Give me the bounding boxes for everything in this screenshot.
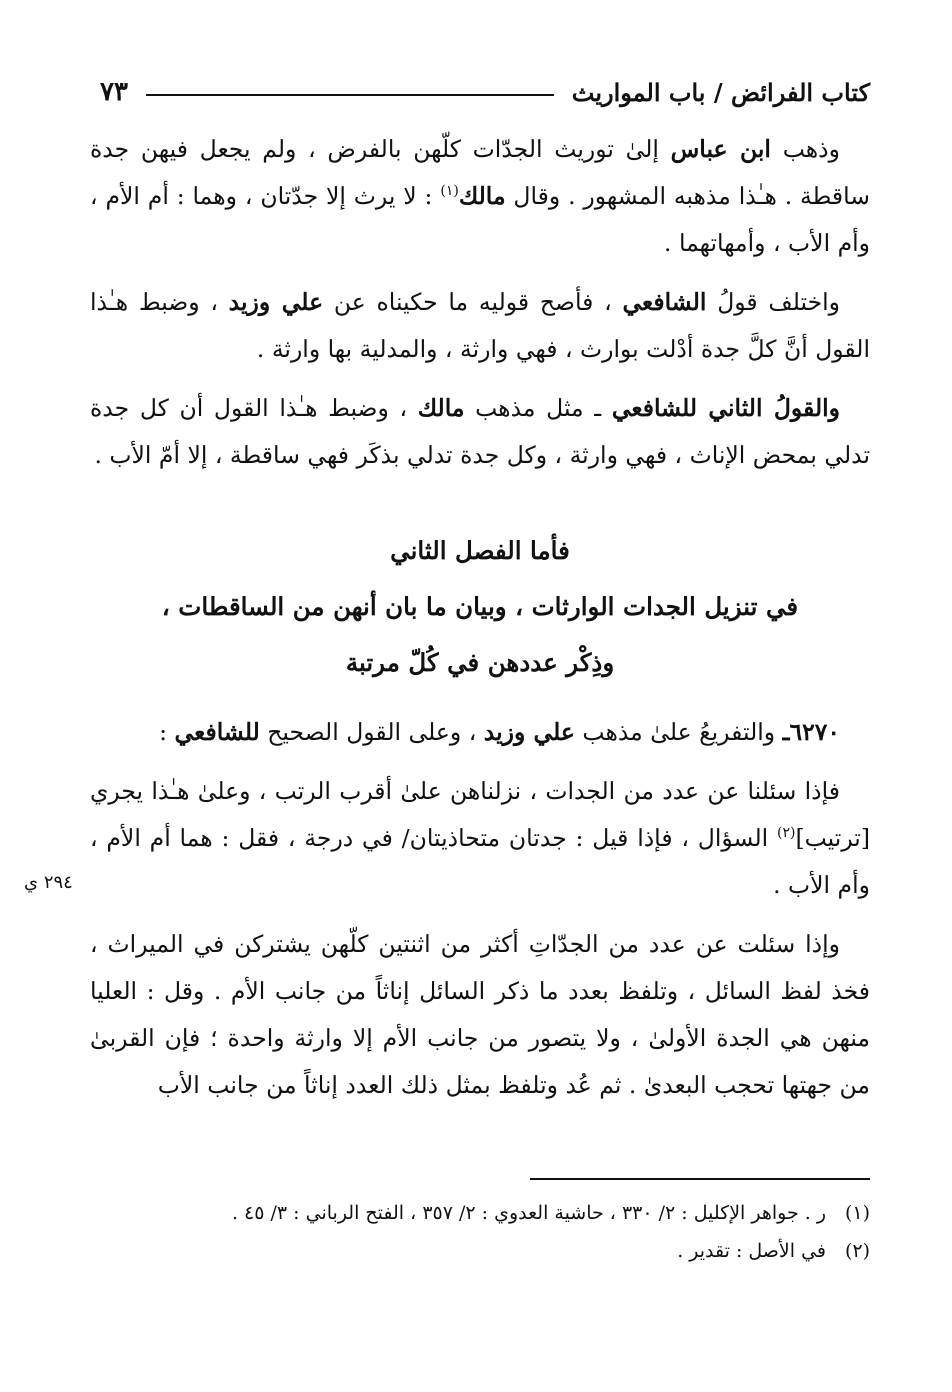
text-run: فإذا سئلنا عن عدد من الجدات ، نزلناهن علىٰ أقرب الرتب ، وعلىٰ هـٰذا يجري [ترتيب] xyxy=(90,777,870,852)
manuscript-folio-note: ٢٩٤ ي xyxy=(24,872,73,893)
footnote-ref-2[interactable]: (٢) xyxy=(776,825,796,842)
paragraph-number: ٦٢٧٠ـ xyxy=(782,718,840,746)
paragraph-2 xyxy=(90,279,870,373)
text-run: إلىٰ توريث الجدّات كلّهن بالفرض ، ولم يجعل فيهن جدة ساقطة . هـٰذا مذهبه المشهور . وقال xyxy=(90,135,870,210)
text-run: السؤال ، فإذا قيل : جدتان متحاذيتان/ في درجة ، فقل : هما أم الأم ، وأم الأب . xyxy=(90,824,870,899)
text-run: ، وضبط هـٰذا القول أن كل جدة تدلي بمحض الإناث ، فهي وارثة ، وكل جدة تدلي بذكَر فهي ساقطة ، إلا أمّ الأب . xyxy=(90,394,870,469)
text-run: : xyxy=(159,718,175,746)
footnote-1 xyxy=(90,1194,870,1232)
main-text xyxy=(90,126,870,1121)
name-shafii: الشافعي xyxy=(622,288,707,316)
running-title: كتاب الفرائض / باب المواريث xyxy=(571,77,870,107)
name-malik: مالك xyxy=(417,394,465,422)
text-run: ، وعلى القول الصحيح xyxy=(259,718,484,746)
name-shafii: للشافعي xyxy=(174,718,260,746)
name-malik: مالك xyxy=(458,182,506,210)
name-ibn-abbas: ابن عباس xyxy=(670,135,771,163)
section-subheading-1: في تنزيل الجدات الوارثات ، وبيان ما بان أنهن من الساقطات ، xyxy=(161,592,799,621)
paragraph-1 xyxy=(90,126,870,267)
text-run: ، فأصح قوليه ما حكيناه عن xyxy=(323,288,623,316)
paragraph-4 xyxy=(90,768,870,909)
footnote-rule xyxy=(530,1178,870,1180)
footnote-mark: (١) xyxy=(844,1202,870,1224)
name-ali-zayd: علي وزيد xyxy=(228,288,324,316)
page-number: ٧٣ xyxy=(100,77,128,107)
footnote-2 xyxy=(90,1232,870,1270)
footnote-text: ر . جواهر الإكليل : ٢/ ٣٣٠ ، حاشية العدوي : ٢/ ٣٥٧ ، الفتح الرباني : ٣/ ٤٥ . xyxy=(231,1202,826,1224)
text-run: : لا يرث إلا جدّتان ، وهما : أم الأم ، وأم الأب ، وأمهاتهما . xyxy=(90,182,870,257)
text-run: ـ مثل مذهب xyxy=(464,394,612,422)
text-run: واختلف قولُ xyxy=(706,288,840,316)
name-ali-zayd: علي وزيد xyxy=(483,718,575,746)
footnote-ref-1[interactable]: (١) xyxy=(440,183,459,200)
paragraph-5: وإذا سئلت عن عدد من الجدّاتِ أكثر من اثنتين كلّهن يشتركن في الميراث ، فخذ لفظ السائل ، وتلفظ بعدد ما ذكر السائل إناثاً من جانب الأم . وقل : العليا منهن هي الجدة الأولىٰ ، ولا يتصور من جانب الأم إلا وارثة واحدة ؛ فإن القربىٰ من جهتها تحجب البعدىٰ . ثم عُد وتلفظ بمثل ذلك العدد إناثاً من جانب الأب xyxy=(90,930,870,1099)
text-run: وذهب xyxy=(770,135,840,163)
footnotes xyxy=(90,1194,870,1270)
bold-phrase: والقولُ الثاني للشافعي xyxy=(611,394,840,422)
header-rule xyxy=(146,94,554,96)
paragraph-3 xyxy=(90,385,870,479)
section-heading: فأما الفصل الثاني xyxy=(390,536,570,565)
section-subheading-2: وذِكْر عددهن في كُلّ مرتبة xyxy=(345,648,615,677)
text-run: ، وضبط هـٰذا القول أنَّ كلَّ جدة أدْلت بوارث ، فهي وارثة ، والمدلية بها وارثة . xyxy=(90,288,870,363)
numbered-paragraph xyxy=(90,709,870,756)
text-run: والتفريعُ علىٰ مذهب xyxy=(574,718,783,746)
footnote-text: في الأصل : تقدير . xyxy=(677,1240,826,1262)
footnote-mark: (٢) xyxy=(844,1240,870,1262)
running-header xyxy=(100,72,870,112)
